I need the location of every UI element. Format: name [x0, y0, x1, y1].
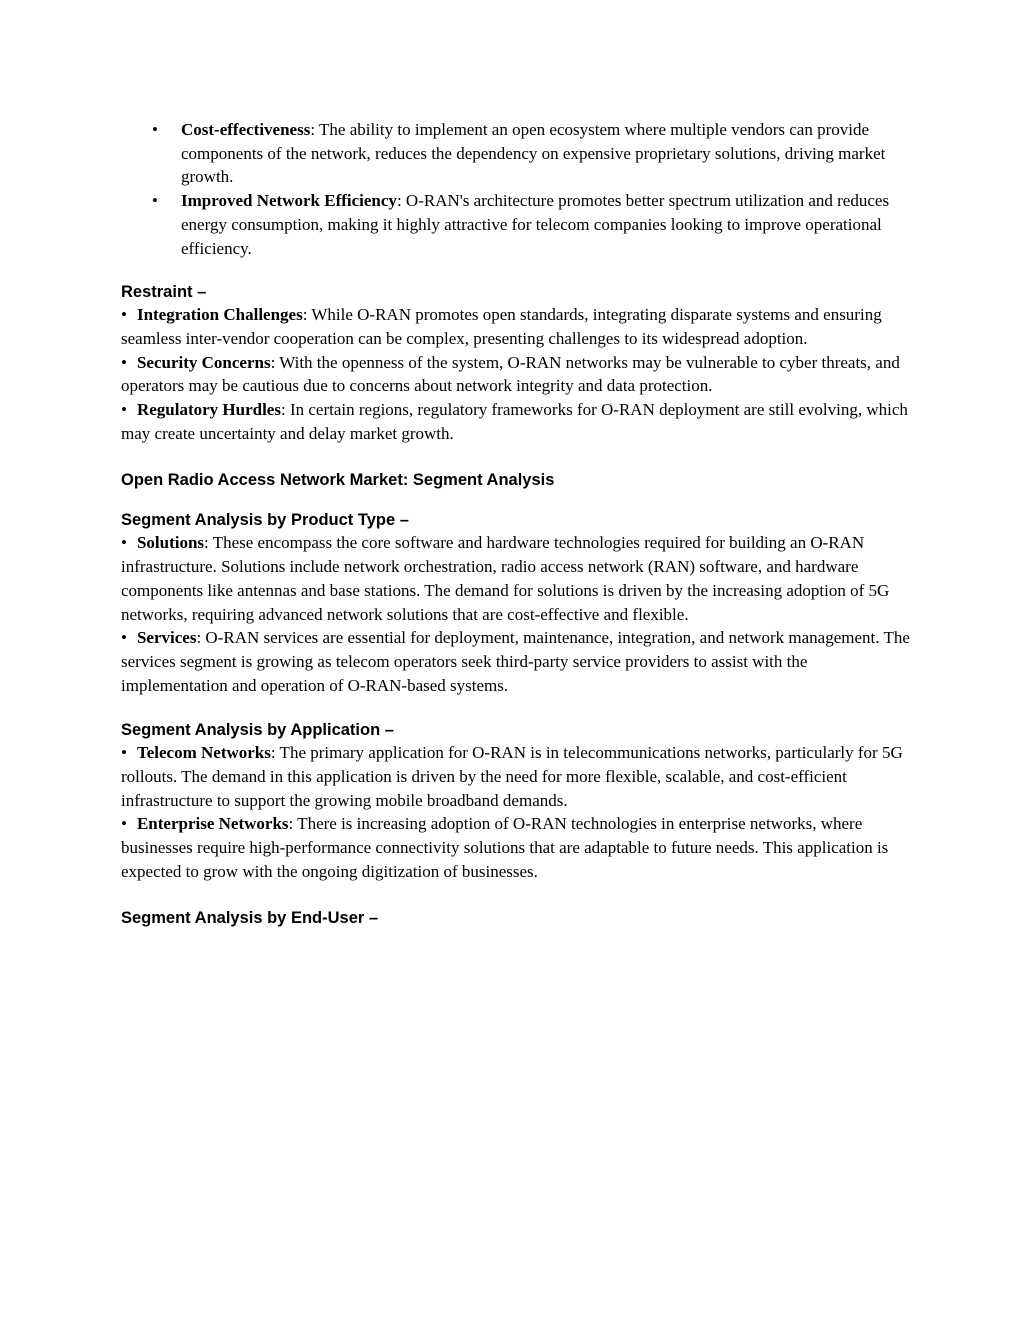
- restraint-term: Regulatory Hurdles: [136, 400, 281, 420]
- driver-term: Improved Network Efficiency: [181, 191, 397, 211]
- bullet-icon: •: [121, 628, 127, 648]
- product-bullet-solutions: [121, 531, 911, 626]
- restraint-term: Integration Challenges: [136, 305, 303, 325]
- restraint-text: : While O-RAN promotes open standards, integrating disparate systems and ensuring seamless inter-vendor cooperation can be complex, presenting challenges to its widespread adoption.: [121, 305, 882, 348]
- restraint-text: : In certain regions, regulatory frameworks for O-RAN deployment are still evolving, which may create uncertainty and delay market growth.: [121, 400, 908, 443]
- application-term: Telecom Networks: [136, 743, 271, 763]
- restraint-bullet-regulatory: [121, 398, 911, 445]
- product-term: Solutions: [136, 533, 205, 553]
- driver-text: : The ability to implement an open ecosystem where multiple vendors can provide components of the network, reduces the dependency on expensive proprietary solutions, driving market growth.: [181, 120, 886, 187]
- product-type-heading: Segment Analysis by Product Type –: [121, 511, 409, 530]
- driver-text: : O-RAN's architecture promotes better spectrum utilization and reduces energy consumption, making it highly attractive for telecom companies looking to improve operational efficiency.: [181, 191, 890, 258]
- bullet-icon: •: [121, 352, 127, 372]
- application-text: : There is increasing adoption of O-RAN technologies in enterprise networks, where businesses require high-performance connectivity solutions that are adaptable to future needs. This application is expected to grow with the ongoing digitization of businesses.: [121, 814, 889, 881]
- restraint-bullet-security: [121, 351, 911, 398]
- drivers-list: [121, 118, 911, 260]
- bullet-icon: •: [121, 743, 127, 763]
- application-text: : The primary application for O-RAN is in telecommunications networks, particularly for 5G rollouts. The demand in this application is driven by the need for more flexible, scalable, and cost-efficient infrastructure to support the growing mobile broadband demands.: [121, 743, 903, 810]
- bullet-icon: •: [152, 120, 158, 139]
- restraint-term: Security Concerns: [136, 352, 271, 372]
- end-user-heading: Segment Analysis by End-User –: [121, 908, 379, 927]
- bullet-icon: •: [121, 533, 127, 553]
- list-item: [121, 189, 911, 260]
- application-heading: Segment Analysis by Application –: [121, 721, 394, 740]
- application-bullet-enterprise: [121, 812, 911, 883]
- product-bullet-services: [121, 626, 911, 697]
- segment-analysis-heading: Open Radio Access Network Market: Segment Analysis: [121, 471, 555, 490]
- driver-term: Cost-effectiveness: [181, 120, 311, 139]
- application-term: Enterprise Networks: [136, 814, 289, 834]
- list-item: [121, 118, 911, 189]
- product-term: Services: [136, 628, 197, 648]
- restraint-bullet-integration: [121, 303, 911, 350]
- bullet-icon: •: [152, 191, 158, 211]
- bullet-icon: •: [121, 814, 127, 834]
- application-bullet-telecom: [121, 741, 911, 812]
- restraint-text: : With the openness of the system, O-RAN networks may be vulnerable to cyber threats, and operators may be cautious due to concerns about network integrity and data protection.: [121, 352, 900, 396]
- bullet-icon: •: [121, 305, 127, 325]
- restraint-heading: Restraint –: [121, 283, 207, 302]
- product-text: : These encompass the core software and hardware technologies required for building an O-RAN infrastructure. Solutions include network orchestration, radio access network (RAN) software, and hardware components like antennas and base stations. The demand for solutions is driven by the increasing adoption of 5G networks, requiring advanced network solutions that are cost-effective and flexible.: [121, 533, 890, 624]
- product-text: : O-RAN services are essential for deployment, maintenance, integration, and network management. The services segment is growing as telecom operators seek third-party service providers to assist with the implementation and operation of O-RAN-based systems.: [121, 628, 910, 695]
- bullet-icon: •: [121, 400, 127, 420]
